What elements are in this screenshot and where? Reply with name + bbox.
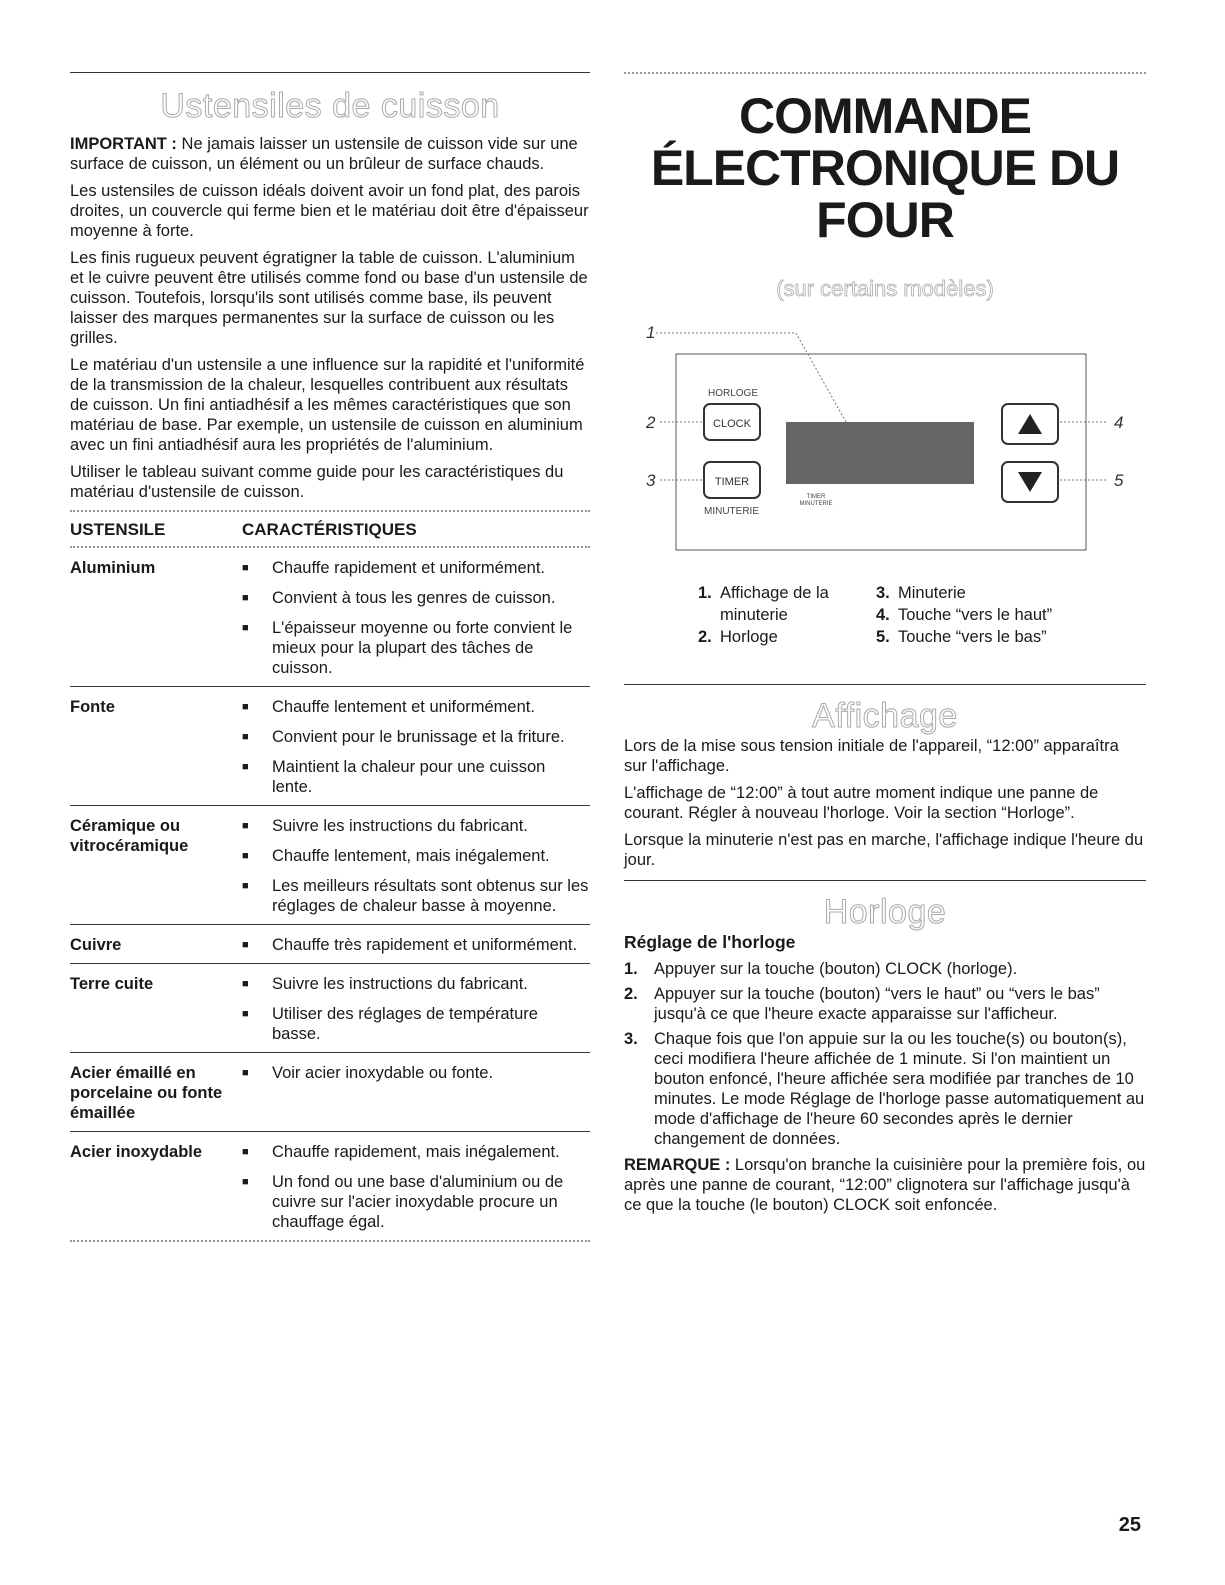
- minuterie-label: MINUTERIE: [704, 506, 759, 517]
- characteristic-item: [242, 588, 590, 608]
- page-number: 25: [1118, 1514, 1141, 1536]
- note-paragraph: [624, 1155, 1146, 1215]
- square-bullet-icon: ■: [242, 820, 249, 832]
- clock-button-label: CLOCK: [713, 418, 751, 430]
- characteristic-item: [242, 697, 590, 717]
- characteristic-item: [242, 816, 590, 836]
- material-name: Cuivre: [70, 936, 122, 954]
- characteristic-item: [242, 1063, 590, 1083]
- important-text: Ne jamais laisser un ustensile de cuisson vide sur une surface de cuisson, un élément ou un brûleur de surface chauds.: [70, 135, 578, 173]
- horloge-label: HORLOGE: [708, 388, 759, 399]
- square-bullet-icon: ■: [242, 939, 249, 951]
- top-rule-right: [624, 72, 1146, 74]
- characteristic-text: Suivre les instructions du fabricant.: [272, 975, 528, 993]
- top-rule-left: [70, 72, 590, 73]
- paragraph: Lorsque la minuterie n'est pas en marche, l'affichage indique l'heure du jour.: [624, 831, 1144, 869]
- material-name: Fonte: [70, 698, 115, 716]
- square-bullet-icon: ■: [242, 622, 249, 634]
- legend-item: 2. Horloge: [698, 628, 778, 646]
- characteristic-item: [242, 727, 590, 747]
- section-title-ustensiles: Ustensiles de cuisson: [160, 87, 500, 125]
- characteristic-item: [242, 618, 590, 678]
- square-bullet-icon: ■: [242, 1176, 249, 1188]
- characteristic-item: [242, 1142, 590, 1162]
- square-bullet-icon: ■: [242, 761, 249, 773]
- square-bullet-icon: ■: [242, 978, 249, 990]
- table-header: [70, 510, 590, 548]
- callout-3: 3: [646, 471, 656, 490]
- material-name: Terre cuite: [70, 975, 154, 993]
- table-row: [70, 1053, 590, 1132]
- characteristic-item: [242, 1004, 590, 1044]
- characteristic-text: Voir acier inoxydable ou fonte.: [272, 1064, 494, 1082]
- timer-button-label: TIMER: [714, 476, 750, 488]
- characteristics-list: [242, 816, 590, 916]
- characteristic-item: [242, 846, 590, 866]
- square-bullet-icon: ■: [242, 1067, 249, 1079]
- legend-column: [698, 582, 876, 648]
- characteristics-list: [242, 1142, 590, 1232]
- table-row: [70, 964, 590, 1053]
- characteristics-list: [242, 1063, 590, 1123]
- step-item: 3. Chaque fois que l'on appuie sur la ou les touche(s) ou bouton(s), ceci modifiera l'heure affichée de 1 minute. Si l'on maintient un bouton enfoncé, l'heure affichée sera modifiée par tranches de 10 minutes. Le mode Réglage de l'horloge passe automatiquement au mode d'affichage de l'heure 60 secondes après le dernier changement de données.: [624, 1030, 1145, 1148]
- characteristic-text: Chauffe rapidement, mais inégalement.: [272, 1143, 560, 1161]
- callout-1: 1: [646, 324, 656, 342]
- callout-5: 5: [1114, 471, 1124, 490]
- characteristic-text: L'épaisseur moyenne ou forte convient le mieux pour la plupart des tâches de cuisson.: [272, 619, 573, 677]
- characteristic-item: [242, 757, 590, 797]
- main-title-line2: ÉLECTRONIQUE DU FOUR: [650, 140, 1120, 248]
- characteristic-text: Maintient la chaleur pour une cuisson lente.: [272, 758, 546, 796]
- characteristics-list: [242, 558, 590, 678]
- table-header-cell: CARACTÉRISTIQUES: [242, 520, 417, 539]
- table-row: [70, 687, 590, 806]
- characteristics-list: [242, 697, 590, 797]
- display-screen: [786, 422, 974, 484]
- characteristic-item: [242, 558, 590, 578]
- section-title-affichage: Affichage: [812, 697, 958, 735]
- material-name: Céramique ou vitrocéramique: [70, 817, 189, 855]
- square-bullet-icon: ■: [242, 1008, 249, 1020]
- note-text: Lorsqu'on branche la cuisinière pour la première fois, ou après une panne de courant, “12:00” clignotera sur l'affichage jusqu'à ce que la touche (le bouton) CLOCK soit enfoncée.: [624, 1156, 1146, 1214]
- callout-4: 4: [1114, 413, 1124, 432]
- paragraph: Les ustensiles de cuisson idéals doivent avoir un fond plat, des parois droites, un couvercle qui ferme bien et le matériau doit être d'épaisseur moyenne à forte.: [70, 182, 589, 240]
- subheading-reglage: Réglage de l'horloge: [624, 932, 796, 952]
- legend-item: 3. Minuterie: [876, 584, 966, 602]
- characteristic-item: [242, 876, 590, 916]
- subtitle: (sur certains modèles): [776, 276, 994, 301]
- display-label-minuterie: MINUTERIE: [799, 501, 833, 507]
- square-bullet-icon: ■: [242, 592, 249, 604]
- table-row: [70, 806, 590, 925]
- characteristic-text: Chauffe très rapidement et uniformément.: [272, 936, 578, 954]
- material-name: Acier inoxydable: [70, 1143, 203, 1161]
- table-header-cell: USTENSILE: [70, 520, 166, 539]
- steps-list: [624, 959, 1146, 1149]
- rule-affichage: [624, 684, 1146, 685]
- legend-item: 4. Touche “vers le haut”: [876, 606, 1053, 624]
- square-bullet-icon: ■: [242, 731, 249, 743]
- characteristic-text: Convient à tous les genres de cuisson.: [272, 589, 556, 607]
- legend-item: 1. Affichage de la minuterie: [698, 584, 829, 624]
- characteristics-list: [242, 935, 590, 955]
- characteristic-text: Convient pour le brunissage et la friture.: [272, 728, 565, 746]
- table-row: [70, 925, 590, 964]
- legend-item: 5. Touche “vers le bas”: [876, 628, 1047, 646]
- square-bullet-icon: ■: [242, 1146, 249, 1158]
- diagram-legend: [698, 582, 1146, 648]
- rule-horloge: [624, 880, 1146, 881]
- characteristic-text: Les meilleurs résultats sont obtenus sur les réglages de chaleur basse à moyenne.: [272, 877, 589, 915]
- square-bullet-icon: ■: [242, 701, 249, 713]
- characteristics-list: [242, 974, 590, 1044]
- square-bullet-icon: ■: [242, 850, 249, 862]
- main-title: [624, 90, 1146, 246]
- step-item: 2. Appuyer sur la touche (bouton) “vers le haut” ou “vers le bas” jusqu'à ce que l'heure exacte apparaisse sur l'afficheur.: [624, 985, 1100, 1023]
- display-label-timer: TIMER: [806, 494, 826, 500]
- note-label: REMARQUE :: [624, 1156, 731, 1174]
- characteristic-text: Utiliser des réglages de température basse.: [272, 1005, 538, 1043]
- important-paragraph: [70, 134, 590, 174]
- characteristic-text: Chauffe lentement et uniformément.: [272, 698, 535, 716]
- paragraph: L'affichage de “12:00” à tout autre moment indique une panne de courant. Régler à nouveau l'horloge. Voir la section “Horloge”.: [624, 784, 1099, 822]
- square-bullet-icon: ■: [242, 562, 249, 574]
- main-title-line1: COMMANDE: [739, 88, 1031, 144]
- callout-2: 2: [646, 413, 656, 432]
- left-column: [70, 72, 590, 1242]
- right-column: [624, 72, 1146, 1222]
- paragraph: Utiliser le tableau suivant comme guide pour les caractéristiques du matériau d'ustensile de cuisson.: [70, 463, 564, 501]
- paragraph: Le matériau d'un ustensile a une influence sur la rapidité et l'uniformité de la transmission de la chaleur, lesquelles contribuent aux résultats de cuisson. Un fini antiadhésif a les mêmes caractéristiques que son matériau de base. Par exemple, un ustensile de cuisson en aluminium avec un fini antiadhésif aura les propriétés de l'aluminium.: [70, 356, 585, 454]
- section-title-horloge: Horloge: [823, 893, 947, 931]
- characteristic-item: [242, 974, 590, 994]
- characteristic-text: Suivre les instructions du fabricant.: [272, 817, 528, 835]
- table-body: [70, 548, 590, 1242]
- characteristic-text: Chauffe lentement, mais inégalement.: [272, 847, 550, 865]
- table-row: [70, 1132, 590, 1242]
- characteristic-item: [242, 935, 590, 955]
- material-name: Acier émaillé en porcelaine ou fonte émaillée: [70, 1064, 223, 1122]
- control-panel-diagram: [624, 324, 1146, 564]
- square-bullet-icon: ■: [242, 880, 249, 892]
- table-row: [70, 548, 590, 687]
- material-name: Aluminium: [70, 559, 156, 577]
- characteristic-text: Chauffe rapidement et uniformément.: [272, 559, 546, 577]
- paragraph: Lors de la mise sous tension initiale de l'appareil, “12:00” apparaîtra sur l'affichage.: [624, 737, 1119, 775]
- step-item: 1. Appuyer sur la touche (bouton) CLOCK (horloge).: [624, 960, 1018, 978]
- legend-column: [876, 582, 1076, 648]
- cookware-table: [70, 510, 590, 1242]
- important-label: IMPORTANT :: [70, 135, 177, 153]
- characteristic-item: [242, 1172, 590, 1232]
- paragraph: Les finis rugueux peuvent égratigner la table de cuisson. L'aluminium et le cuivre peuvent être utilisés comme fond ou base d'un ustensile de cuisson. Toutefois, lorsqu'ils sont utilisés comme base, ils peuvent laisser des marques permanentes sur la surface de cuisson ou les grilles.: [70, 249, 588, 347]
- characteristic-text: Un fond ou une base d'aluminium ou de cuivre sur l'acier inoxydable procure un chauffage égal.: [272, 1173, 564, 1231]
